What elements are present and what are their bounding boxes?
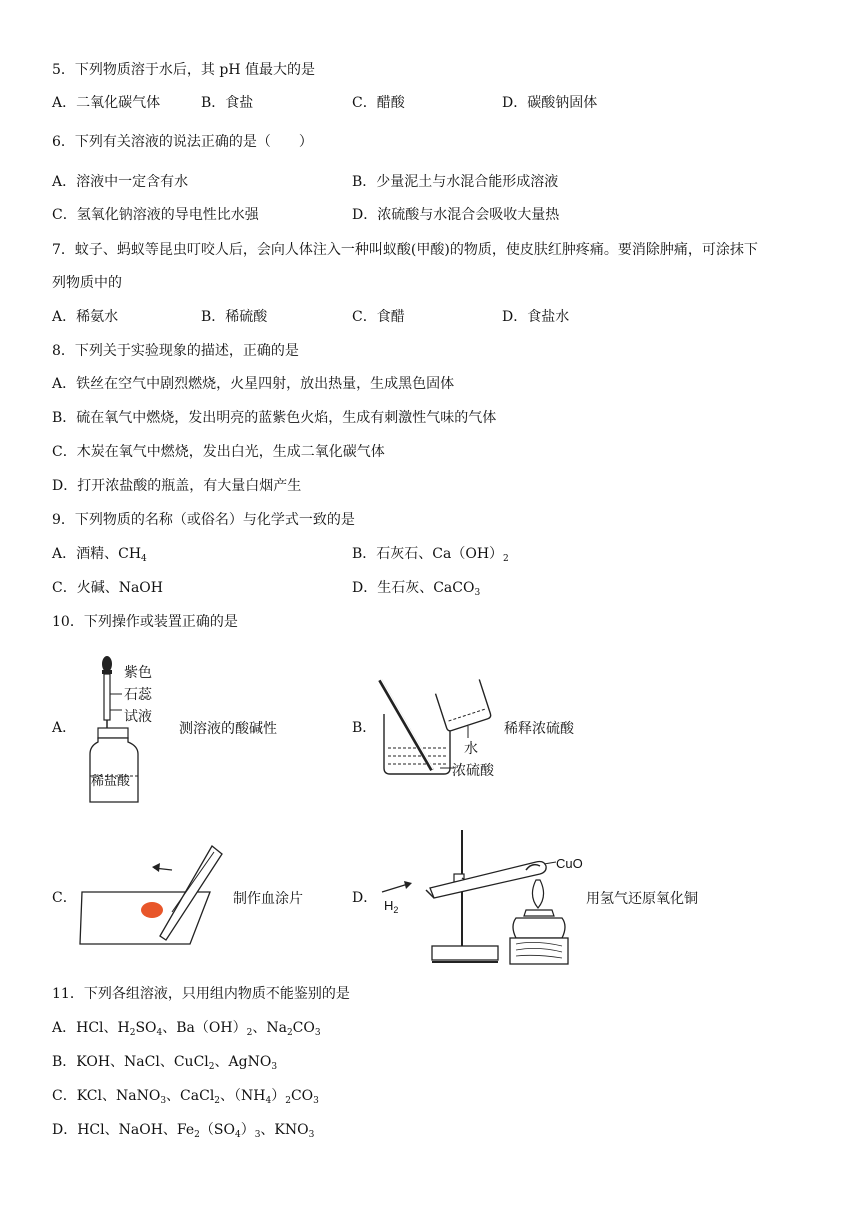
h2-label: $H_2$ bbox=[384, 898, 399, 915]
q7-option-c: C．食醋 bbox=[352, 309, 405, 325]
q7-option-a: A．稀氨水 bbox=[52, 309, 119, 325]
q8-option-b: B．硫在氧气中燃烧，发出明亮的蓝紫色火焰，生成有刺激性气味的气体 bbox=[52, 410, 497, 426]
q6-option-a: A．溶液中一定含有水 bbox=[52, 174, 189, 190]
q7-option-b: B．稀硫酸 bbox=[201, 309, 268, 325]
cuo-label: CuO bbox=[556, 856, 583, 871]
q10-option-a-caption: 测溶液的酸碱性 bbox=[179, 721, 277, 737]
q10-stem: 10．下列操作或装置正确的是 bbox=[52, 614, 238, 630]
q6-option-d: D．浓硫酸与水混合会吸收大量热 bbox=[352, 207, 560, 223]
q5-option-a: A．二氧化碳气体 bbox=[52, 95, 161, 111]
q11-option-a: A．HCl、$H_2SO_4$、$Ba(OH)_2$、$Na_2CO_3$ bbox=[52, 1020, 321, 1038]
q9-option-d: D．生石灰、CaCO$_3$ bbox=[352, 580, 481, 598]
h2-reduce-cuo-figure bbox=[376, 826, 582, 972]
q9-option-b: B．石灰石、$Ca(OH)_2$ bbox=[352, 546, 509, 564]
q10-option-d-caption: 用氢气还原氧化铜 bbox=[586, 891, 698, 907]
q10-option-d-letter: D． bbox=[352, 890, 378, 906]
q10-option-c-caption: 制作血涂片 bbox=[233, 891, 303, 907]
q10-option-a-letter: A． bbox=[52, 720, 77, 736]
q8-stem: 8．下列关于实验现象的描述，正确的是 bbox=[52, 343, 299, 359]
water-label: 水 bbox=[464, 741, 478, 757]
q7-stem-line1: 7．蚊子、蚂蚁等昆虫叮咬人后，会向人体注入一种叫蚁酸(甲酸)的物质，使皮肤红肿疼痛。要消除肿痛，可涂抹下 bbox=[52, 242, 758, 258]
q7-option-d: D．食盐水 bbox=[502, 309, 570, 325]
q11-stem: 11．下列各组溶液，只用组内物质不能鉴别的是 bbox=[52, 986, 350, 1002]
blood-smear-figure bbox=[76, 840, 226, 952]
q7-stem-line2: 列物质中的 bbox=[52, 275, 122, 291]
q8-option-c: C．木炭在氧气中燃烧，发出白光，生成二氧化碳气体 bbox=[52, 444, 385, 460]
conc-acid-label: 浓硫酸 bbox=[452, 763, 494, 779]
q11-option-b: B．KOH、NaCl、CuCl$_2$、AgNO$_3$ bbox=[52, 1054, 278, 1072]
q10-option-c-letter: C． bbox=[52, 890, 77, 906]
q9-option-c: C．火碱、NaOH bbox=[52, 580, 163, 596]
q5-option-c: C．醋酸 bbox=[352, 95, 405, 111]
q6-option-b: B．少量泥土与水混合能形成溶液 bbox=[352, 174, 559, 190]
litmus-label-1: 紫色 bbox=[124, 665, 152, 681]
q9-option-a: A．酒精、$CH_4$ bbox=[52, 546, 147, 564]
litmus-label-3: 试液 bbox=[124, 709, 152, 725]
litmus-label-2: 石蕊 bbox=[124, 687, 152, 703]
q11-option-c: C．KCl、NaNO$_3$、CaCl$_2$、$(NH_4)_2CO_3$ bbox=[52, 1088, 319, 1106]
q9-stem: 9．下列物质的名称（或俗名）与化学式一致的是 bbox=[52, 512, 355, 528]
q11-option-d: D．HCl、NaOH、$Fe_2(SO_4)_3$、$KNO_3$ bbox=[52, 1122, 315, 1140]
q10-option-b-letter: B． bbox=[352, 720, 377, 736]
q5-stem: 5．下列物质溶于水后，其 pH 值最大的是 bbox=[52, 62, 315, 78]
dilute-hcl-label: 稀盐酸 bbox=[91, 774, 131, 789]
q8-option-d: D．打开浓盐酸的瓶盖，有大量白烟产生 bbox=[52, 478, 302, 494]
q6-stem: 6．下列有关溶液的说法正确的是（ ） bbox=[52, 134, 313, 150]
q8-option-a: A．铁丝在空气中剧烈燃烧，火星四射，放出热量，生成黑色固体 bbox=[52, 376, 455, 392]
q6-option-c: C．氢氧化钠溶液的导电性比水强 bbox=[52, 207, 259, 223]
q5-option-b: B．食盐 bbox=[201, 95, 254, 111]
q5-option-d: D．碳酸钠固体 bbox=[502, 95, 598, 111]
q10-option-b-caption: 稀释浓硫酸 bbox=[504, 721, 574, 737]
